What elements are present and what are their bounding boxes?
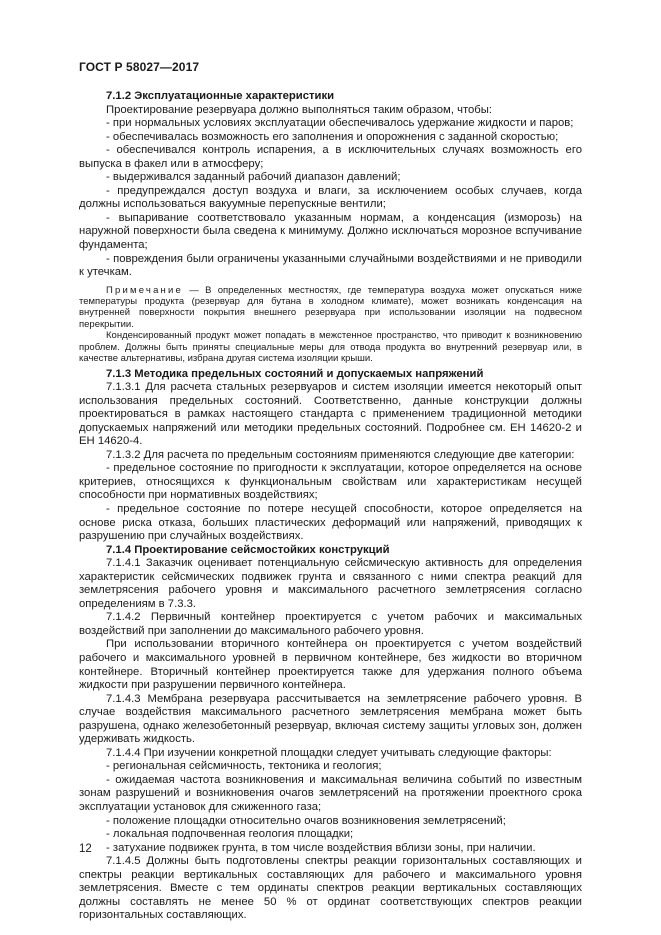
list-item: - обеспечивался контроль испарения, а в исключительных случаях возможность его выпуска в факел или в атмосферу; <box>79 144 582 170</box>
paragraph: 7.1.4.4 При изучении конкретной площадки следует учитывать следующие факторы: <box>106 746 552 759</box>
list-item: - положение площадки относительно очагов возникновения землетрясений; <box>106 814 506 827</box>
standard-header: ГОСТ Р 58027—2017 <box>79 60 200 74</box>
section-heading-7-1-4: 7.1.4 Проектирование сейсмостойких конструкций <box>106 543 390 556</box>
list-item: - ожидаемая частота возникновения и максимальная величина событий по известным зонам разрушений и возникновения очагов землетрясений на протяжении проектного срока эксплуатации установок для сжиженного газа; <box>79 773 582 813</box>
note-text: — В определенных местностях, где температура воздуха может опускаться ниже температуры продукта (резервуар для бутана в холодном климате), может возникать конденсация на внутренней поверхности покрытия внешнего резервуара при использовании изоляции на подвесном перекрытии. <box>79 284 582 330</box>
list-item: - обеспечивалась возможность его заполнения и опорожнения с заданной скоростью; <box>106 130 559 143</box>
paragraph: 7.1.3.1 Для расчета стальных резервуаров и систем изоляции имеется некоторый опыт использования предельных состояний. Соответственно, данные конструкции должны проектироваться в рамках настоящего стандарта с применением традиционной методики допускаемых напряжений или методики предельных состояний. Подробнее см. ЕН 14620-2 и ЕН 14620-4. <box>79 381 582 448</box>
paragraph: 7.1.3.2 Для расчета по предельным состояниям применяются следующие две категории: <box>106 448 575 461</box>
paragraph: 7.1.4.5 Должны быть подготовлены спектры реакции горизонтальных составляющих и спектры реакции вертикальных составляющих для рабочего и максимального уровня землетрясения. Вместе с тем ординаты спектров реакции вертикальных составляющих должны составлять не менее 50 % от ординат соответствующих спектров реакции горизонтальных составляющих. <box>79 855 582 922</box>
body-text <box>79 90 582 923</box>
paragraph: 7.1.4.3 Мембрана резервуара рассчитывается на землетрясение рабочего уровня. В случае воздействия максимального расчетного землетрясения мембрана может быть разрушена, однако железобетонный резервуар, включая систему защиты угловых зон, должен удерживать жидкость. <box>79 692 582 746</box>
note-label: Примечание <box>106 284 183 296</box>
section-heading-7-1-3: 7.1.3 Методика предельных состояний и допускаемых напряжений <box>106 367 484 380</box>
note <box>79 285 582 331</box>
note-continuation: Конденсированный продукт может попадать в межстенное пространство, что приводит к возникновению проблем. Должны быть приняты специальные меры для отвода продукта во внутренний резервуар или, в качестве альтернативы, избрана другая система изоляции крыши. <box>79 330 582 365</box>
paragraph: 7.1.4.2 Первичный контейнер проектируется с учетом рабочих и максимальных воздействий при заполнении до максимального рабочего уровня. <box>79 611 582 637</box>
list-item: - предупреждался доступ воздуха и влаги, за исключением особых случаев, когда должны использоваться вакуумные перепускные вентили; <box>79 184 582 211</box>
list-item: - локальная подпочвенная геология площадки; <box>106 828 354 841</box>
list-item: - выдерживался заданный рабочий диапазон давлений; <box>106 171 401 184</box>
page-number: 12 <box>79 843 92 855</box>
paragraph: 7.1.4.1 Заказчик оценивает потенциальную сейсмическую активность для определения характеристик сейсмических подвижек грунта и связанного с ними спектра реакций для землетрясения рабочего уровня и максимального расчетного землетрясения согласно определениям в 7.3.3. <box>79 557 582 610</box>
list-item: - при нормальных условиях эксплуатации обеспечивалось удержание жидкости и паров; <box>106 117 574 130</box>
section-heading-7-1-2: 7.1.2 Эксплуатационные характеристики <box>106 90 335 102</box>
paragraph: При использовании вторичного контейнера он проектируется с учетом воздействий рабочего и максимального уровней в первичном контейнере, без жидкости во вторичном контейнере. Вторичный контейнер проектируется также для удержания полного объема жидкости при разрушении первичного контейнера. <box>79 638 582 692</box>
list-item: - затухание подвижек грунта, в том числе воздействия вблизи зоны, при наличии. <box>106 841 536 854</box>
list-item: - выпаривание соответствовало указанным нормам, а конденсация (изморозь) на наружной поверхности была сведена к минимуму. Должно исключаться морозное вспучивание фундамента; <box>79 211 582 252</box>
list-item: - повреждения были ограничены указанными случайными воздействиями и не приводили к утечкам. <box>79 252 582 279</box>
list-item: - предельное состояние по потере несущей способности, которое определяется на основе риска отказа, больших пластических деформаций или напряжений, приводящих к разрушению при случайных воздействиях. <box>79 502 582 543</box>
list-item: - региональная сейсмичность, тектоника и геология; <box>106 760 382 773</box>
list-item: - предельное состояние по пригодности к эксплуатации, которое определяется на основе критериев, относящихся к функциональным свойствам или характеристикам несущей способности при нормативных воздействиях; <box>79 462 582 502</box>
paragraph: Проектирование резервуара должно выполняться таким образом, чтобы: <box>106 103 493 116</box>
